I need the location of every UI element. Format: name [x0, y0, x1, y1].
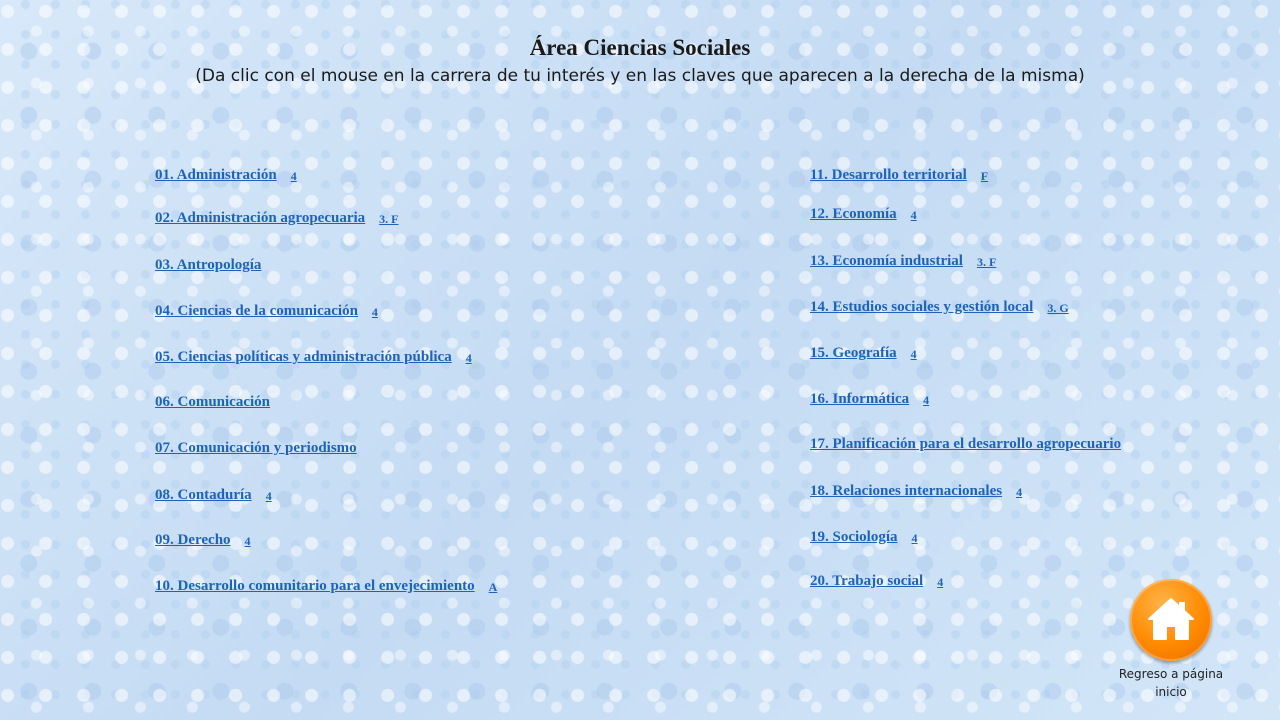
- left-career-item: [155, 210, 398, 227]
- left-career-item: [155, 394, 270, 411]
- career-key-link[interactable]: F: [980, 169, 989, 183]
- career-link[interactable]: 17. Planificación para el desarrollo agropecuario: [810, 436, 1122, 452]
- career-key-link[interactable]: 4: [1016, 485, 1023, 499]
- career-key-link[interactable]: 4: [923, 393, 930, 407]
- page-title: Área Ciencias Sociales: [529, 35, 751, 60]
- career-link[interactable]: 13. Economía industrial: [810, 253, 963, 269]
- career-key-link[interactable]: 3. F: [976, 255, 997, 269]
- home-button[interactable]: [1130, 579, 1212, 661]
- career-link[interactable]: 18. Relaciones internacionales: [810, 483, 1003, 499]
- career-link[interactable]: 03. Antropología: [155, 257, 262, 273]
- left-career-item: [155, 532, 251, 549]
- right-career-item: [810, 529, 918, 546]
- left-career-item: [155, 349, 472, 366]
- career-key-link[interactable]: 4: [290, 169, 297, 183]
- career-key-link[interactable]: 4: [265, 489, 272, 503]
- career-key-link[interactable]: 4: [911, 531, 918, 545]
- right-career-item: [810, 391, 929, 408]
- career-link[interactable]: 05. Ciencias políticas y administración pública: [155, 349, 452, 365]
- right-career-item: [810, 573, 943, 590]
- career-link[interactable]: 07. Comunicación y periodismo: [155, 440, 357, 456]
- right-career-item: [810, 436, 1121, 453]
- left-career-item: [155, 487, 272, 504]
- career-key-link[interactable]: 4: [244, 534, 251, 548]
- career-link[interactable]: 10. Desarrollo comunitario para el envejecimiento: [155, 578, 475, 594]
- right-career-item: [810, 483, 1022, 500]
- left-career-item: [155, 578, 497, 595]
- home-label: Regreso a página inicio: [1118, 667, 1224, 699]
- left-career-item: [155, 257, 261, 274]
- right-career-item: [810, 299, 1069, 316]
- career-key-link[interactable]: 4: [937, 575, 944, 589]
- career-key-link[interactable]: 3. G: [1047, 301, 1069, 315]
- left-career-item: [155, 167, 297, 184]
- career-link[interactable]: 08. Contaduría: [155, 487, 252, 503]
- career-link[interactable]: 11. Desarrollo territorial: [810, 167, 967, 183]
- right-career-item: [810, 345, 917, 362]
- right-career-item: [810, 253, 996, 270]
- right-career-item: [810, 206, 917, 223]
- career-link[interactable]: 16. Informática: [810, 391, 910, 407]
- career-key-link[interactable]: 4: [910, 208, 917, 222]
- right-career-item: [810, 167, 988, 184]
- career-link[interactable]: 01. Administración: [155, 167, 277, 183]
- left-career-item: [155, 440, 357, 457]
- career-link[interactable]: 06. Comunicación: [155, 394, 271, 410]
- career-link[interactable]: 20. Trabajo social: [810, 573, 924, 589]
- career-link[interactable]: 02. Administración agropecuaria: [155, 210, 366, 226]
- career-link[interactable]: 15. Geografía: [810, 345, 897, 361]
- career-key-link[interactable]: 4: [910, 347, 917, 361]
- career-link[interactable]: 12. Economía: [810, 206, 897, 222]
- career-link[interactable]: 04. Ciencias de la comunicación: [155, 303, 358, 319]
- career-link[interactable]: 14. Estudios sociales y gestión local: [810, 299, 1034, 315]
- career-link[interactable]: 09. Derecho: [155, 532, 231, 548]
- left-career-item: [155, 303, 378, 320]
- career-link[interactable]: 19. Sociología: [810, 529, 898, 545]
- career-key-link[interactable]: 4: [371, 305, 378, 319]
- page-subtitle: (Da clic con el mouse en la carrera de tu interés y en las claves que aparecen a la derecha de la misma): [195, 66, 1085, 86]
- career-key-link[interactable]: 3. F: [379, 212, 399, 226]
- home-icon: [1145, 593, 1197, 645]
- career-key-link[interactable]: A: [488, 580, 498, 594]
- career-key-link[interactable]: 4: [465, 351, 472, 365]
